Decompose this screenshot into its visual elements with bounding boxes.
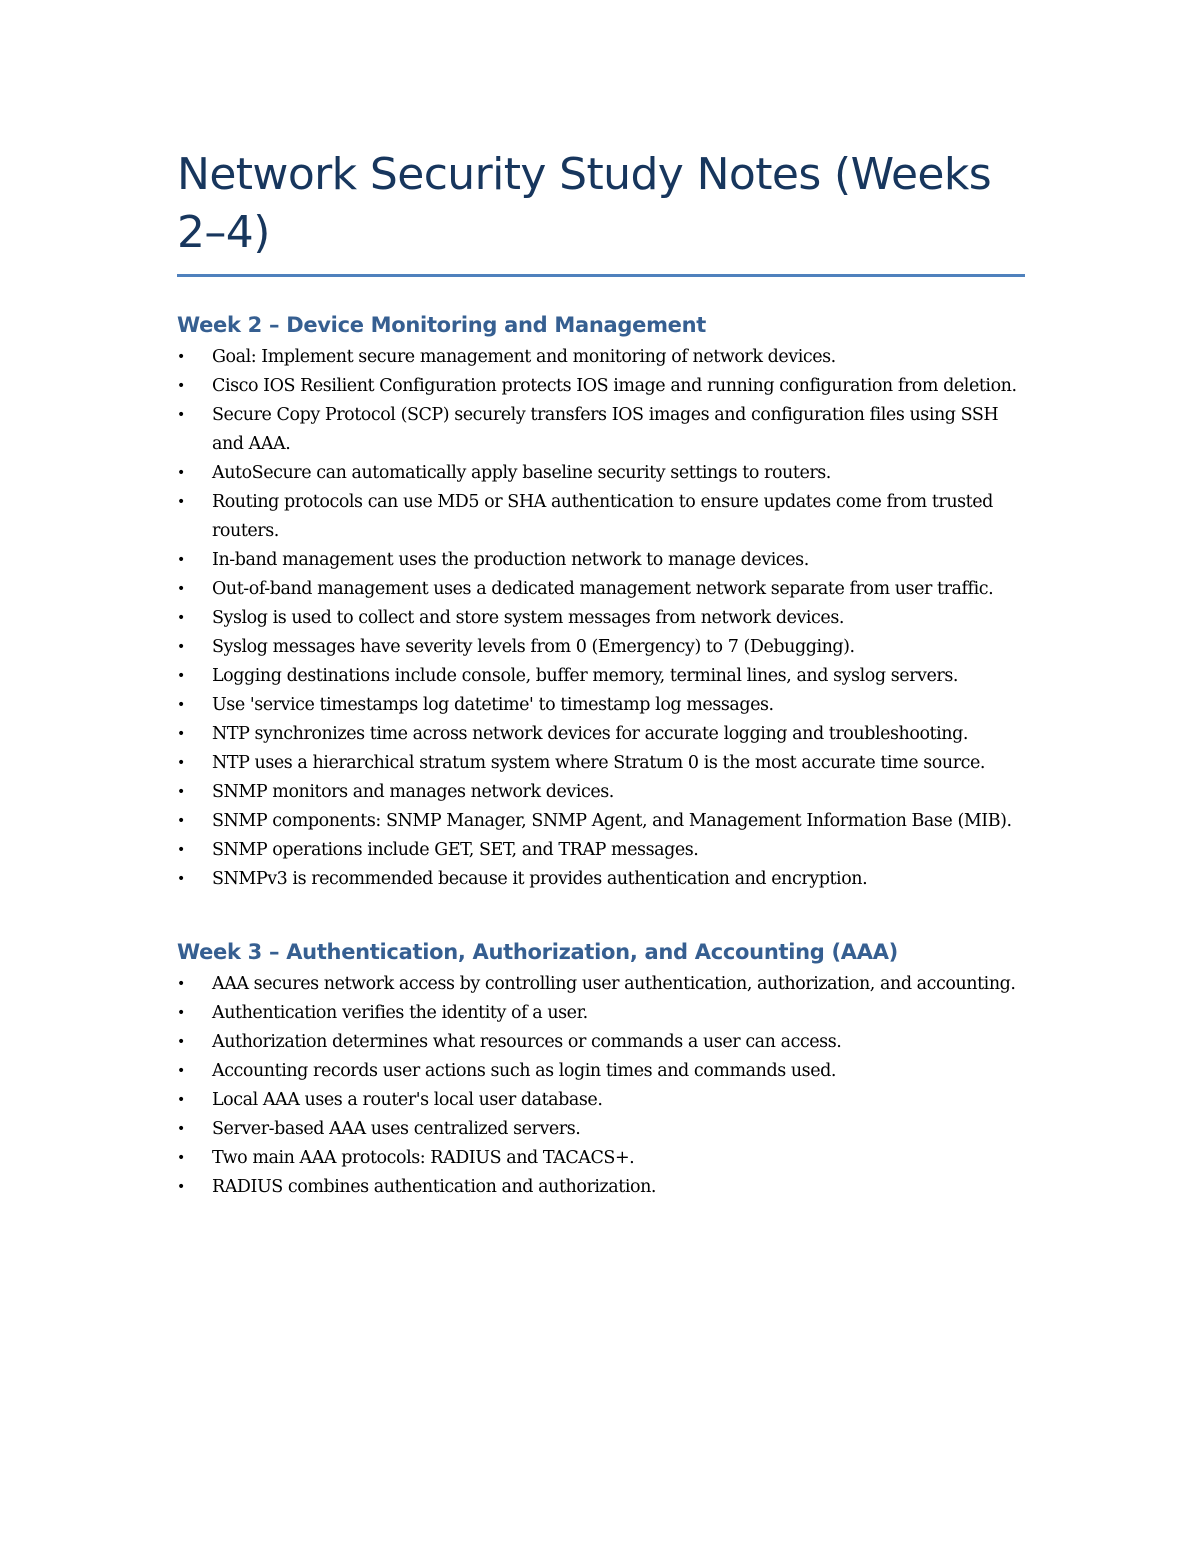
list-item bbox=[177, 1086, 1025, 1115]
bullet-icon: • bbox=[177, 639, 185, 655]
list-item-text: NTP uses a hierarchical stratum system where Stratum 0 is the most accurate time source. bbox=[212, 753, 985, 773]
list-item bbox=[177, 546, 1025, 575]
list-item bbox=[177, 865, 1025, 894]
list-item bbox=[177, 372, 1025, 401]
list-item bbox=[177, 488, 1025, 546]
title-underline-rule bbox=[177, 274, 1025, 277]
list-item-text: Syslog messages have severity levels from 0 (Emergency) to 7 (Debugging). bbox=[212, 637, 855, 657]
section-heading-week-3: Week 3 – Authentication, Authorization, and Accounting (AAA) bbox=[177, 940, 898, 964]
list-item-text: NTP synchronizes time across network devices for accurate logging and troubleshooting. bbox=[212, 724, 968, 744]
list-item-text: Logging destinations include console, buffer memory, terminal lines, and syslog servers. bbox=[212, 666, 958, 686]
bullet-icon: • bbox=[177, 726, 185, 742]
bullet-icon: • bbox=[177, 1179, 185, 1195]
section-heading-week-2: Week 2 – Device Monitoring and Management bbox=[177, 313, 707, 337]
list-item-text: Syslog is used to collect and store system messages from network devices. bbox=[212, 608, 844, 628]
bullet-icon: • bbox=[177, 784, 185, 800]
bullet-icon: • bbox=[177, 552, 185, 568]
list-item bbox=[177, 343, 1025, 372]
list-item bbox=[177, 720, 1025, 749]
list-item bbox=[177, 575, 1025, 604]
bullet-icon: • bbox=[177, 976, 185, 992]
list-item bbox=[177, 749, 1025, 778]
bullet-icon: • bbox=[177, 813, 185, 829]
list-item-text: SNMP components: SNMP Manager, SNMP Agent, and Management Information Base (MIB). bbox=[212, 811, 1012, 831]
list-item bbox=[177, 1144, 1025, 1173]
list-item-text: Authentication verifies the identity of a user. bbox=[212, 1003, 588, 1023]
list-item-text: Authorization determines what resources or commands a user can access. bbox=[212, 1032, 842, 1052]
list-item bbox=[177, 691, 1025, 720]
bullet-icon: • bbox=[177, 1150, 185, 1166]
list-item-text: Secure Copy Protocol (SCP) securely transfers IOS images and configuration files using SSH and AAA. bbox=[212, 405, 999, 454]
list-item bbox=[177, 970, 1025, 999]
list-item-text: Server-based AAA uses centralized servers. bbox=[212, 1119, 581, 1139]
list-item-text: RADIUS combines authentication and authorization. bbox=[212, 1177, 657, 1197]
list-item-text: SNMP monitors and manages network devices. bbox=[212, 782, 614, 802]
bullet-icon: • bbox=[177, 581, 185, 597]
bullet-icon: • bbox=[177, 465, 185, 481]
bullet-icon: • bbox=[177, 871, 185, 887]
list-item bbox=[177, 604, 1025, 633]
bullet-list-week-2 bbox=[177, 343, 1025, 894]
list-item-text: AutoSecure can automatically apply baseline security settings to routers. bbox=[212, 463, 831, 483]
list-item bbox=[177, 778, 1025, 807]
bullet-icon: • bbox=[177, 697, 185, 713]
list-item-text: Out-of-band management uses a dedicated management network separate from user traffic. bbox=[212, 579, 994, 599]
list-item bbox=[177, 662, 1025, 691]
list-item-text: SNMP operations include GET, SET, and TRAP messages. bbox=[212, 840, 699, 860]
list-item bbox=[177, 633, 1025, 662]
bullet-icon: • bbox=[177, 1005, 185, 1021]
bullet-icon: • bbox=[177, 842, 185, 858]
list-item-text: In-band management uses the production network to manage devices. bbox=[212, 550, 809, 570]
list-item-text: Local AAA uses a router's local user database. bbox=[212, 1090, 603, 1110]
list-item bbox=[177, 1028, 1025, 1057]
list-item-text: Goal: Implement secure management and monitoring of network devices. bbox=[212, 347, 836, 367]
bullet-icon: • bbox=[177, 378, 185, 394]
bullet-icon: • bbox=[177, 1092, 185, 1108]
list-item bbox=[177, 999, 1025, 1028]
bullet-icon: • bbox=[177, 407, 185, 423]
bullet-icon: • bbox=[177, 1063, 185, 1079]
bullet-icon: • bbox=[177, 668, 185, 684]
bullet-icon: • bbox=[177, 349, 185, 365]
bullet-icon: • bbox=[177, 610, 185, 626]
bullet-icon: • bbox=[177, 1034, 185, 1050]
list-item-text: Cisco IOS Resilient Configuration protects IOS image and running configuration from deletion. bbox=[212, 376, 1017, 396]
list-item bbox=[177, 1057, 1025, 1086]
list-item-text: Two main AAA protocols: RADIUS and TACACS+. bbox=[212, 1148, 635, 1168]
list-item bbox=[177, 807, 1025, 836]
list-item-text: AAA secures network access by controlling user authentication, authorization, and accounting. bbox=[212, 974, 1016, 994]
list-item-text: Use 'service timestamps log datetime' to timestamp log messages. bbox=[212, 695, 774, 715]
list-item-text: SNMPv3 is recommended because it provides authentication and encryption. bbox=[212, 869, 868, 889]
bullet-icon: • bbox=[177, 1121, 185, 1137]
list-item-text: Routing protocols can use MD5 or SHA authentication to ensure updates come from trusted routers. bbox=[212, 492, 993, 541]
list-item bbox=[177, 459, 1025, 488]
list-item bbox=[177, 1173, 1025, 1202]
list-item bbox=[177, 401, 1025, 459]
document-body bbox=[177, 146, 1025, 1202]
list-item bbox=[177, 1115, 1025, 1144]
bullet-icon: • bbox=[177, 494, 185, 510]
bullet-icon: • bbox=[177, 755, 185, 771]
list-item bbox=[177, 836, 1025, 865]
bullet-list-week-3 bbox=[177, 970, 1025, 1202]
document-title: Network Security Study Notes (Weeks 2–4) bbox=[177, 149, 992, 258]
list-item-text: Accounting records user actions such as login times and commands used. bbox=[212, 1061, 836, 1081]
